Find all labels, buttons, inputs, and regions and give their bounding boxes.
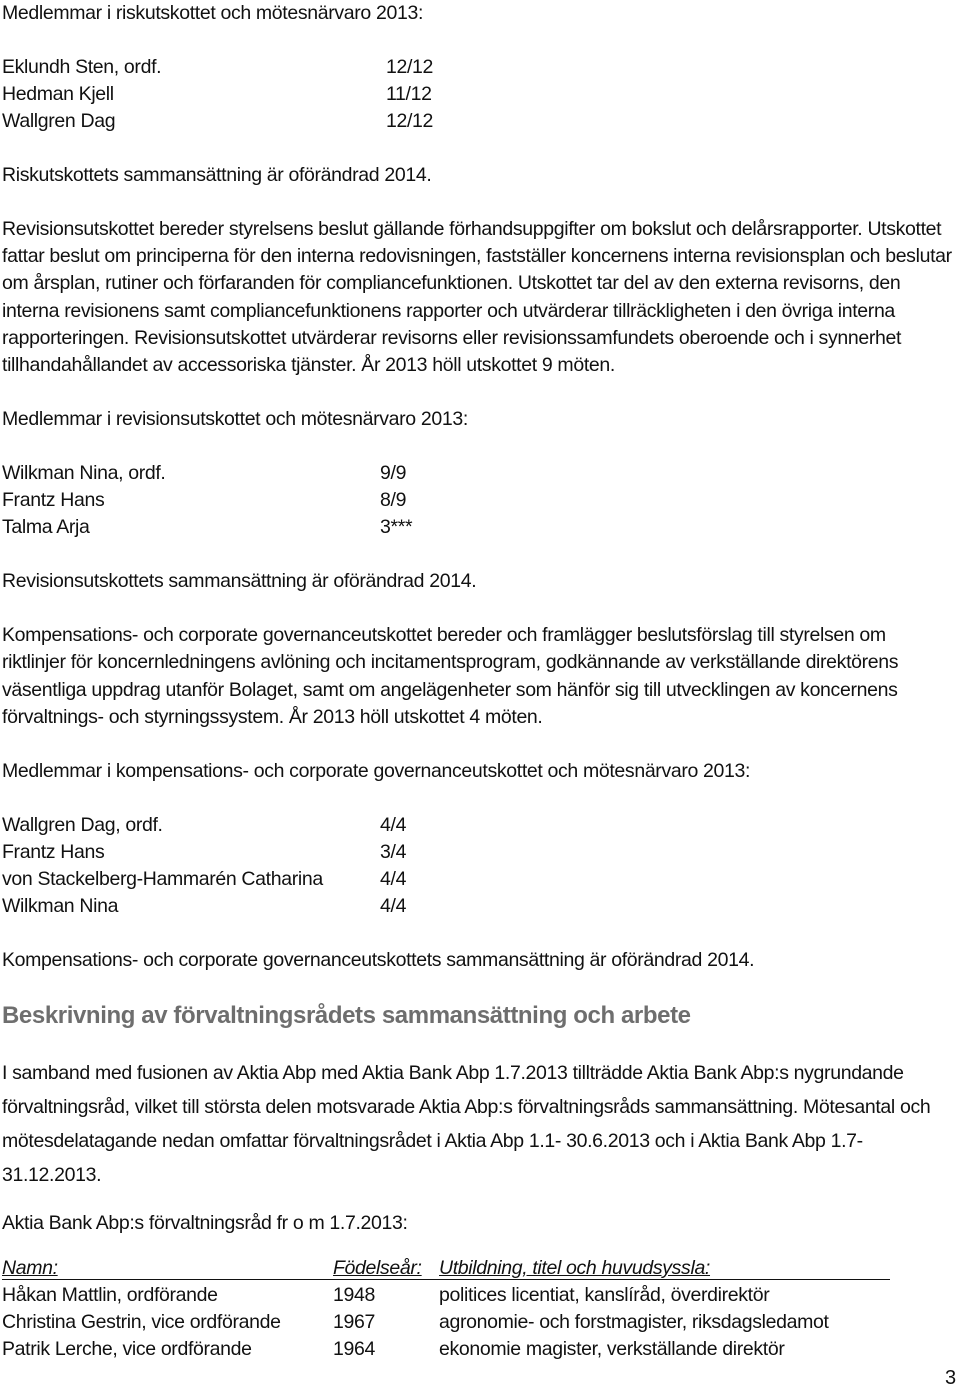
member-name: von Stackelberg-Hammarén Catharina — [2, 868, 323, 891]
member-attendance: 3*** — [380, 516, 413, 539]
audit-composition: Revisionsutskottets sammansättning är oförändrad 2014. — [2, 570, 477, 593]
member-attendance: 12/12 — [386, 56, 434, 78]
document-page — [2, 0, 954, 1363]
compensation-composition: Kompensations- och corporate governanceutskottets sammansättning är oförändrad 2014. — [2, 949, 755, 972]
member-attendance: 12/12 — [386, 110, 434, 132]
table-row — [2, 1336, 954, 1363]
member-name: Wilkman Nina, ordf. — [2, 462, 166, 485]
member-attendance: 3/4 — [380, 841, 407, 864]
column-header-title: Utbildning, titel och huvudsyssla: — [439, 1256, 711, 1279]
page-number: 3 — [945, 1367, 957, 1389]
cell-name: Patrik Lerche, vice ordförande — [2, 1337, 252, 1360]
cell-name: Christina Gestrin, vice ordförande — [2, 1310, 281, 1333]
member-attendance: 11/12 — [386, 83, 432, 105]
member-row — [2, 487, 954, 514]
council-table-header — [2, 1255, 954, 1282]
member-name: Wilkman Nina — [2, 895, 119, 918]
member-attendance: 9/9 — [380, 462, 407, 485]
column-header-name: Namn: — [2, 1256, 58, 1279]
member-row — [2, 514, 954, 541]
cell-born: 1967 — [333, 1310, 375, 1333]
member-name: Frantz Hans — [2, 489, 105, 512]
cell-title: ekonomie magister, verkställande direktör — [439, 1337, 785, 1360]
member-name: Frantz Hans — [2, 841, 105, 864]
council-list-heading: Aktia Bank Abp:s förvaltningsråd fr o m 1.7.2013: — [2, 1211, 408, 1234]
council-description: I samband med fusionen av Aktia Abp med Aktia Bank Abp 1.7.2013 tillträdde Aktia Bank Abp:s nygrundande förvaltningsråd, vilket till största delen motsvarade Aktia Abp:s förvaltningsråds sammansättning. Mötesantal och mötesdelatagande nedan omfattar förvaltningsrådet i Aktia Abp 1.1- 30.6.2013 och i Aktia Bank Abp 1.7- 31.12.2013. — [2, 1061, 931, 1186]
member-row — [2, 893, 954, 920]
cell-title: agronomie- och forstmagister, riksdagsledamot — [439, 1310, 829, 1333]
member-row — [2, 460, 954, 487]
member-attendance: 4/4 — [380, 868, 407, 891]
risk-members-heading: Medlemmar i riskutskottet och mötesnärvaro 2013: — [2, 2, 424, 24]
table-row — [2, 1309, 954, 1336]
risk-composition: Riskutskottets sammansättning är oförändrad 2014. — [2, 164, 432, 186]
cell-title: politices licentiat, kanslíråd, överdirektör — [439, 1283, 770, 1306]
column-header-born: Födelseår: — [333, 1256, 422, 1279]
member-row — [2, 866, 954, 893]
member-name: Talma Arja — [2, 516, 90, 539]
member-name: Eklundh Sten, ordf. — [2, 56, 162, 78]
member-row — [2, 812, 954, 839]
audit-description: Revisionsutskottet bereder styrelsens beslut gällande förhandsuppgifter om bokslut och delårsrapporter. Utskottet fattar beslut om principerna för den interna redovisningen, fastställer koncernens interna revisionsplan och beslutar om årsplan, rutiner och förfaranden för compliancefunktionen. Utskottet tar del av den externa revisorns, den interna revisionens samt compliancefunktionens rapporter och utvärderar tillräckligheten i den övriga interna rapporteringen. Revisionsutskottet utvärderar revisorns eller revisionssamfundets oberoende och i synnerhet tillhandahållandet av accessoriska tjänster. År 2013 höll utskottet 9 möten. — [2, 218, 952, 377]
cell-born: 1964 — [333, 1337, 375, 1360]
member-row — [2, 108, 954, 135]
header-rule — [2, 1279, 890, 1280]
audit-members-list — [2, 460, 954, 541]
member-row — [2, 54, 954, 81]
member-row — [2, 81, 954, 108]
member-attendance: 8/9 — [380, 489, 407, 512]
risk-members-list — [2, 54, 954, 135]
compensation-members-heading: Medlemmar i kompensations- och corporate governanceutskottet och mötesnärvaro 2013: — [2, 760, 751, 783]
member-attendance: 4/4 — [380, 895, 407, 918]
member-attendance: 4/4 — [380, 814, 407, 837]
compensation-description: Kompensations- och corporate governanceutskottet bereder och framlägger beslutsförslag till styrelsen om riktlinjer för koncernledningens avlöning och incitamentsprogram, godkännande av verkställande direktörens väsentliga uppdrag utanför Bolaget, samt om angelägenheter som hänför sig till utvecklingen av koncernens förvaltnings- och styrningssystem. År 2013 höll utskottet 4 möten. — [2, 624, 899, 728]
council-heading: Beskrivning av förvaltningsrådets sammansättning och arbete — [2, 1002, 691, 1030]
cell-name: Håkan Mattlin, ordförande — [2, 1283, 218, 1306]
member-row — [2, 839, 954, 866]
cell-born: 1948 — [333, 1283, 375, 1306]
member-name: Hedman Kjell — [2, 83, 114, 105]
council-table — [2, 1255, 954, 1363]
audit-members-heading: Medlemmar i revisionsutskottet och mötesnärvaro 2013: — [2, 408, 468, 431]
table-row — [2, 1282, 954, 1309]
member-name: Wallgren Dag — [2, 110, 116, 132]
compensation-members-list — [2, 812, 954, 920]
member-name: Wallgren Dag, ordf. — [2, 814, 163, 837]
